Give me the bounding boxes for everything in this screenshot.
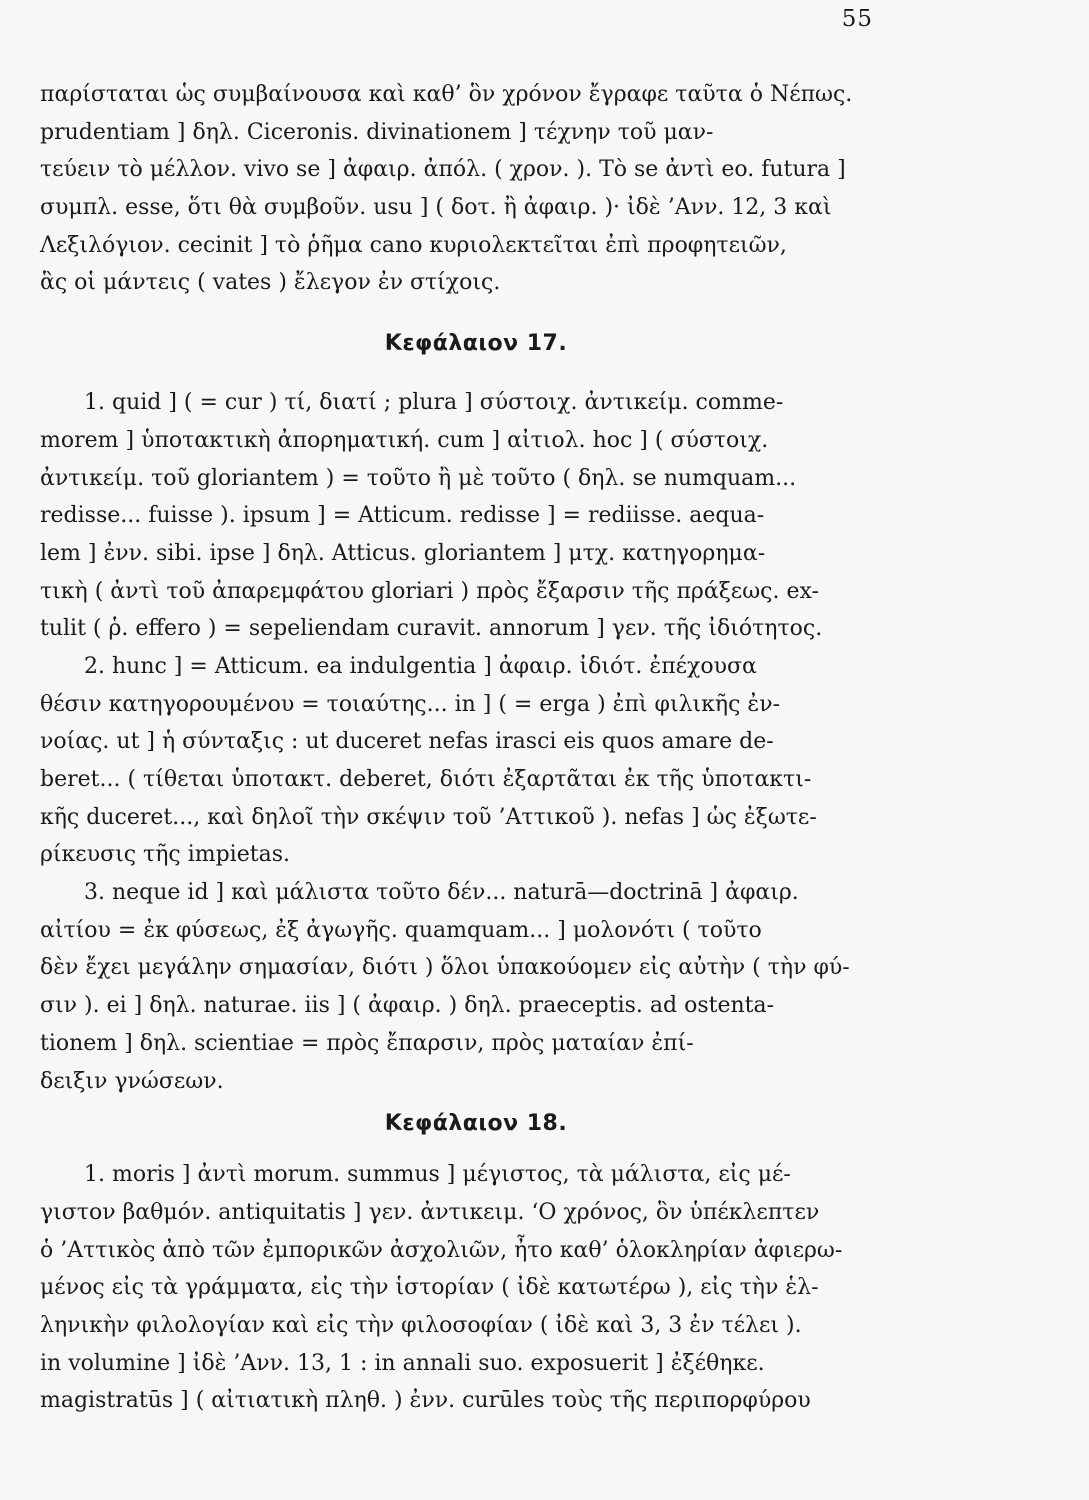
text-line: σιν ). ei ] δηλ. naturae. iis ] ( ἀφαιρ. ) δηλ. praeceptis. ad ostenta- xyxy=(40,993,775,1019)
text-line: τεύειν τὸ μέλλον. vivo se ] ἀφαιρ. ἀπόλ. ( χρον. ). Τὸ se ἀντὶ eo. futura ] xyxy=(40,157,846,183)
text-line: ἃς οἱ μάντεις ( vates ) ἔλεγον ἐν στίχοις. xyxy=(40,270,501,296)
text-line: αἰτίου = ἐκ φύσεως, ἐξ ἀγωγῆς. quamquam... ] μολονότι ( τοῦτο xyxy=(40,917,762,943)
text-line: tulit ( ῥ. effero ) = sepeliendam curavit. annorum ] γεν. τῆς ἰδιότητος. xyxy=(40,616,823,642)
text-line: Λεξιλόγιον. cecinit ] τὸ ῥῆμα cano κυριολεκτεῖται ἐπὶ προφητειῶν, xyxy=(40,232,787,258)
text-line: 1. quid ] ( = cur ) τί, διατί ; plura ] σύστοιχ. ἀντικείμ. comme- xyxy=(84,390,784,416)
text-line: magistratūs ] ( αἰτιατικὴ πληθ. ) ἐνν. curūles τοὺς τῆς περιπορφύρου xyxy=(40,1388,811,1414)
text-line: γιστον βαθμόν. antiquitatis ] γεν. ἀντικειμ. ‘Ο χρόνος, ὃν ὑπέκλεπτεν xyxy=(40,1199,820,1225)
text-line: μένος εἰς τὰ γράμματα, εἰς τὴν ἱστορίαν ( ἰδὲ κατωτέρω ), εἰς τὴν ἑλ- xyxy=(40,1275,819,1301)
text-line: ὁ ’Αττικὸς ἀπὸ τῶν ἐμπορικῶν ἀσχολιῶν, ἦτο καθ’ ὁλοκληρίαν ἀφιερω- xyxy=(40,1237,843,1263)
text-line: redisse... fuisse ). ipsum ] = Atticum. redisse ] = rediisse. aequa- xyxy=(40,503,765,529)
text-line: συμπλ. esse, ὅτι θὰ συμβοῦν. usu ] ( δοτ. ἢ ἀφαιρ. )· ἰδὲ ’Ανν. 12, 3 καὶ xyxy=(40,195,832,221)
text-line: morem ] ὑποτακτικὴ ἀπορηματική. cum ] αἰτιολ. hoc ] ( σύστοιχ. xyxy=(40,427,769,453)
text-line: ληνικὴν φιλολογίαν καὶ εἰς τὴν φιλοσοφίαν ( ἰδὲ καὶ 3, 3 ἐν τέλει ). xyxy=(40,1312,802,1338)
text-line: δὲν ἔχει μεγάλην σημασίαν, διότι ) ὅλοι ὑπακούομεν εἰς αὐτὴν ( τὴν φύ- xyxy=(40,955,850,981)
text-line: δειξιν γνώσεων. xyxy=(40,1068,224,1094)
chapter-18-body xyxy=(40,1156,912,1420)
text-line: νοίας. ut ] ἡ σύνταξις : ut duceret nefas irasci eis quos amare de- xyxy=(40,729,774,755)
text-line: θέσιν κατηγορουμένου = τοιαύτης... in ] ( = erga ) ἐπὶ φιλικῆς ἐν- xyxy=(40,691,781,717)
text-line: 2. hunc ] = Atticum. ea indulgentia ] ἀφαιρ. ἰδιότ. ἐπέχουσα xyxy=(84,653,757,679)
text-line: ρίκευσις τῆς impietas. xyxy=(40,842,290,868)
text-line: tionem ] δηλ. scientiae = πρὸς ἔπαρσιν, πρὸς ματαίαν ἐπί- xyxy=(40,1030,694,1056)
page-number: 55 xyxy=(841,6,873,32)
text-line: beret... ( τίθεται ὑποτακτ. deberet, διότι ἐξαρτᾶται ἐκ τῆς ὑποτακτι- xyxy=(40,767,812,792)
text-line: 1. moris ] ἀντὶ morum. summus ] μέγιστος, τὰ μάλιστα, εἰς μέ- xyxy=(84,1162,791,1188)
text-line: ἀντικείμ. τοῦ gloriantem ) = τοῦτο ἢ μὲ τοῦτο ( δηλ. se numquam... xyxy=(40,465,797,491)
text-line: 3. neque id ] καὶ μάλιστα τοῦτο δέν... naturā—doctrinā ] ἀφαιρ. xyxy=(84,880,799,906)
chapter-17-heading: Κεφάλαιον 17. xyxy=(384,331,568,357)
text-line: prudentiam ] δηλ. Ciceronis. divinationem ] τέχνην τοῦ μαν- xyxy=(40,119,714,145)
text-block xyxy=(40,76,912,1420)
chapter-17-body xyxy=(40,384,912,1100)
chapter-18-heading: Κεφάλαιον 18. xyxy=(384,1111,568,1137)
text-line: κῆς duceret..., καὶ δηλοῖ τὴν σκέψιν τοῦ ’Αττικοῦ ). nefas ] ὡς ἐξωτε- xyxy=(40,804,817,830)
text-line: lem ] ἐνν. sibi. ipse ] δηλ. Atticus. gloriantem ] μτχ. κατηγορημα- xyxy=(40,540,766,566)
text-line: τικὴ ( ἀντὶ τοῦ ἀπαρεμφάτου gloriari ) πρὸς ἔξαρσιν τῆς πράξεως. ex- xyxy=(40,578,819,604)
text-line: παρίσταται ὡς συμβαίνουσα καὶ καθ’ ὃν χρόνον ἔγραφε ταῦτα ὁ Νέπως. xyxy=(40,82,853,107)
text-line: in volumine ] ἰδὲ ’Ανν. 13, 1 : in annali suo. exposuerit ] ἐξέθηκε. xyxy=(40,1350,765,1376)
opening-paragraph xyxy=(40,76,912,302)
